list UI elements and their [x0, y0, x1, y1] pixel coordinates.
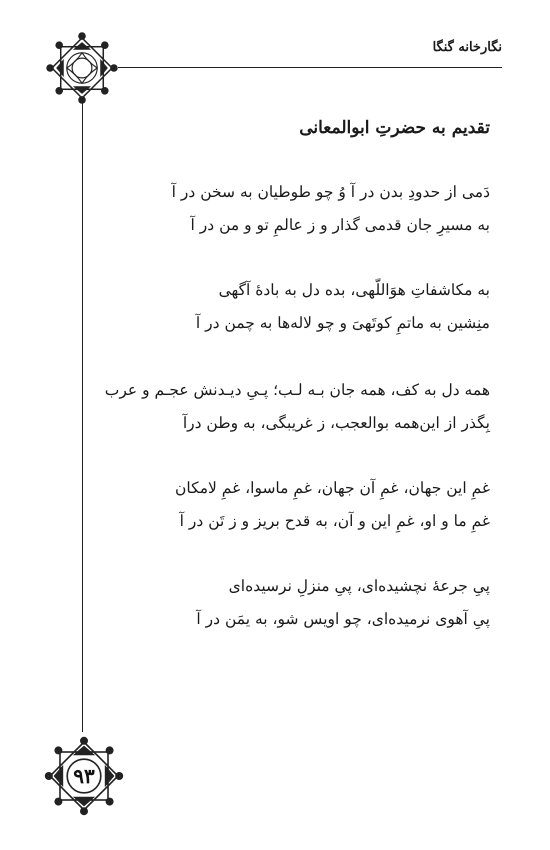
stanza — [96, 472, 490, 538]
poem-line: به مسیرِ جان قدمی گذار و ز عالمِ تو و من در آ — [190, 216, 490, 234]
stanza — [96, 570, 490, 636]
margin-rule — [82, 100, 83, 732]
poem-line: همه دل به کف، همه جان بـه لـب؛ پـیِ دیـدنش عجـم و عرب — [104, 381, 490, 399]
poem-line: غمِ این جهان، غمِ آن جهان، غمِ ماسوا، غمِ لامکان — [175, 479, 490, 497]
poem-body — [96, 176, 490, 668]
stanza — [96, 374, 490, 440]
header-rule — [118, 67, 502, 68]
poem-line: منِشین به ماتمِ کوتَهیَ و چو لاله‌ها به چمن در آ — [195, 314, 490, 332]
poem-line: دَمی از حدودِ بدن در آ وُ چو طوطیان به سخن در آ — [171, 183, 490, 201]
poem-line: به مکاشفاتِ هوَاللّهی، بده دل به بادۀ آگهی — [218, 281, 490, 299]
stanza — [96, 274, 490, 340]
poem-line: پیِ جرعۀ نچشیده‌ای، پیِ منزلِ نرسیده‌ای — [228, 577, 490, 595]
poem-line: غمِ ما و او، غمِ این و آن، به قدح بریز و ز تَن در آ — [179, 512, 490, 530]
star-ornament-icon — [44, 30, 120, 106]
header-title: نگارخانه گنگا — [432, 40, 502, 55]
poem-line: پیِ آهوی نرمیده‌ای، چو اویس شو، به یمَن در آ — [196, 610, 490, 628]
poem-title: تقدیم به حضرتِ ابوالمعانی — [299, 118, 490, 138]
stanza — [96, 176, 490, 242]
poem-line: بِگذر از این‌همه بوالعجب، ز غریبگی، به وطن درآ — [182, 414, 490, 432]
page-number: ۹۳ — [73, 764, 95, 788]
